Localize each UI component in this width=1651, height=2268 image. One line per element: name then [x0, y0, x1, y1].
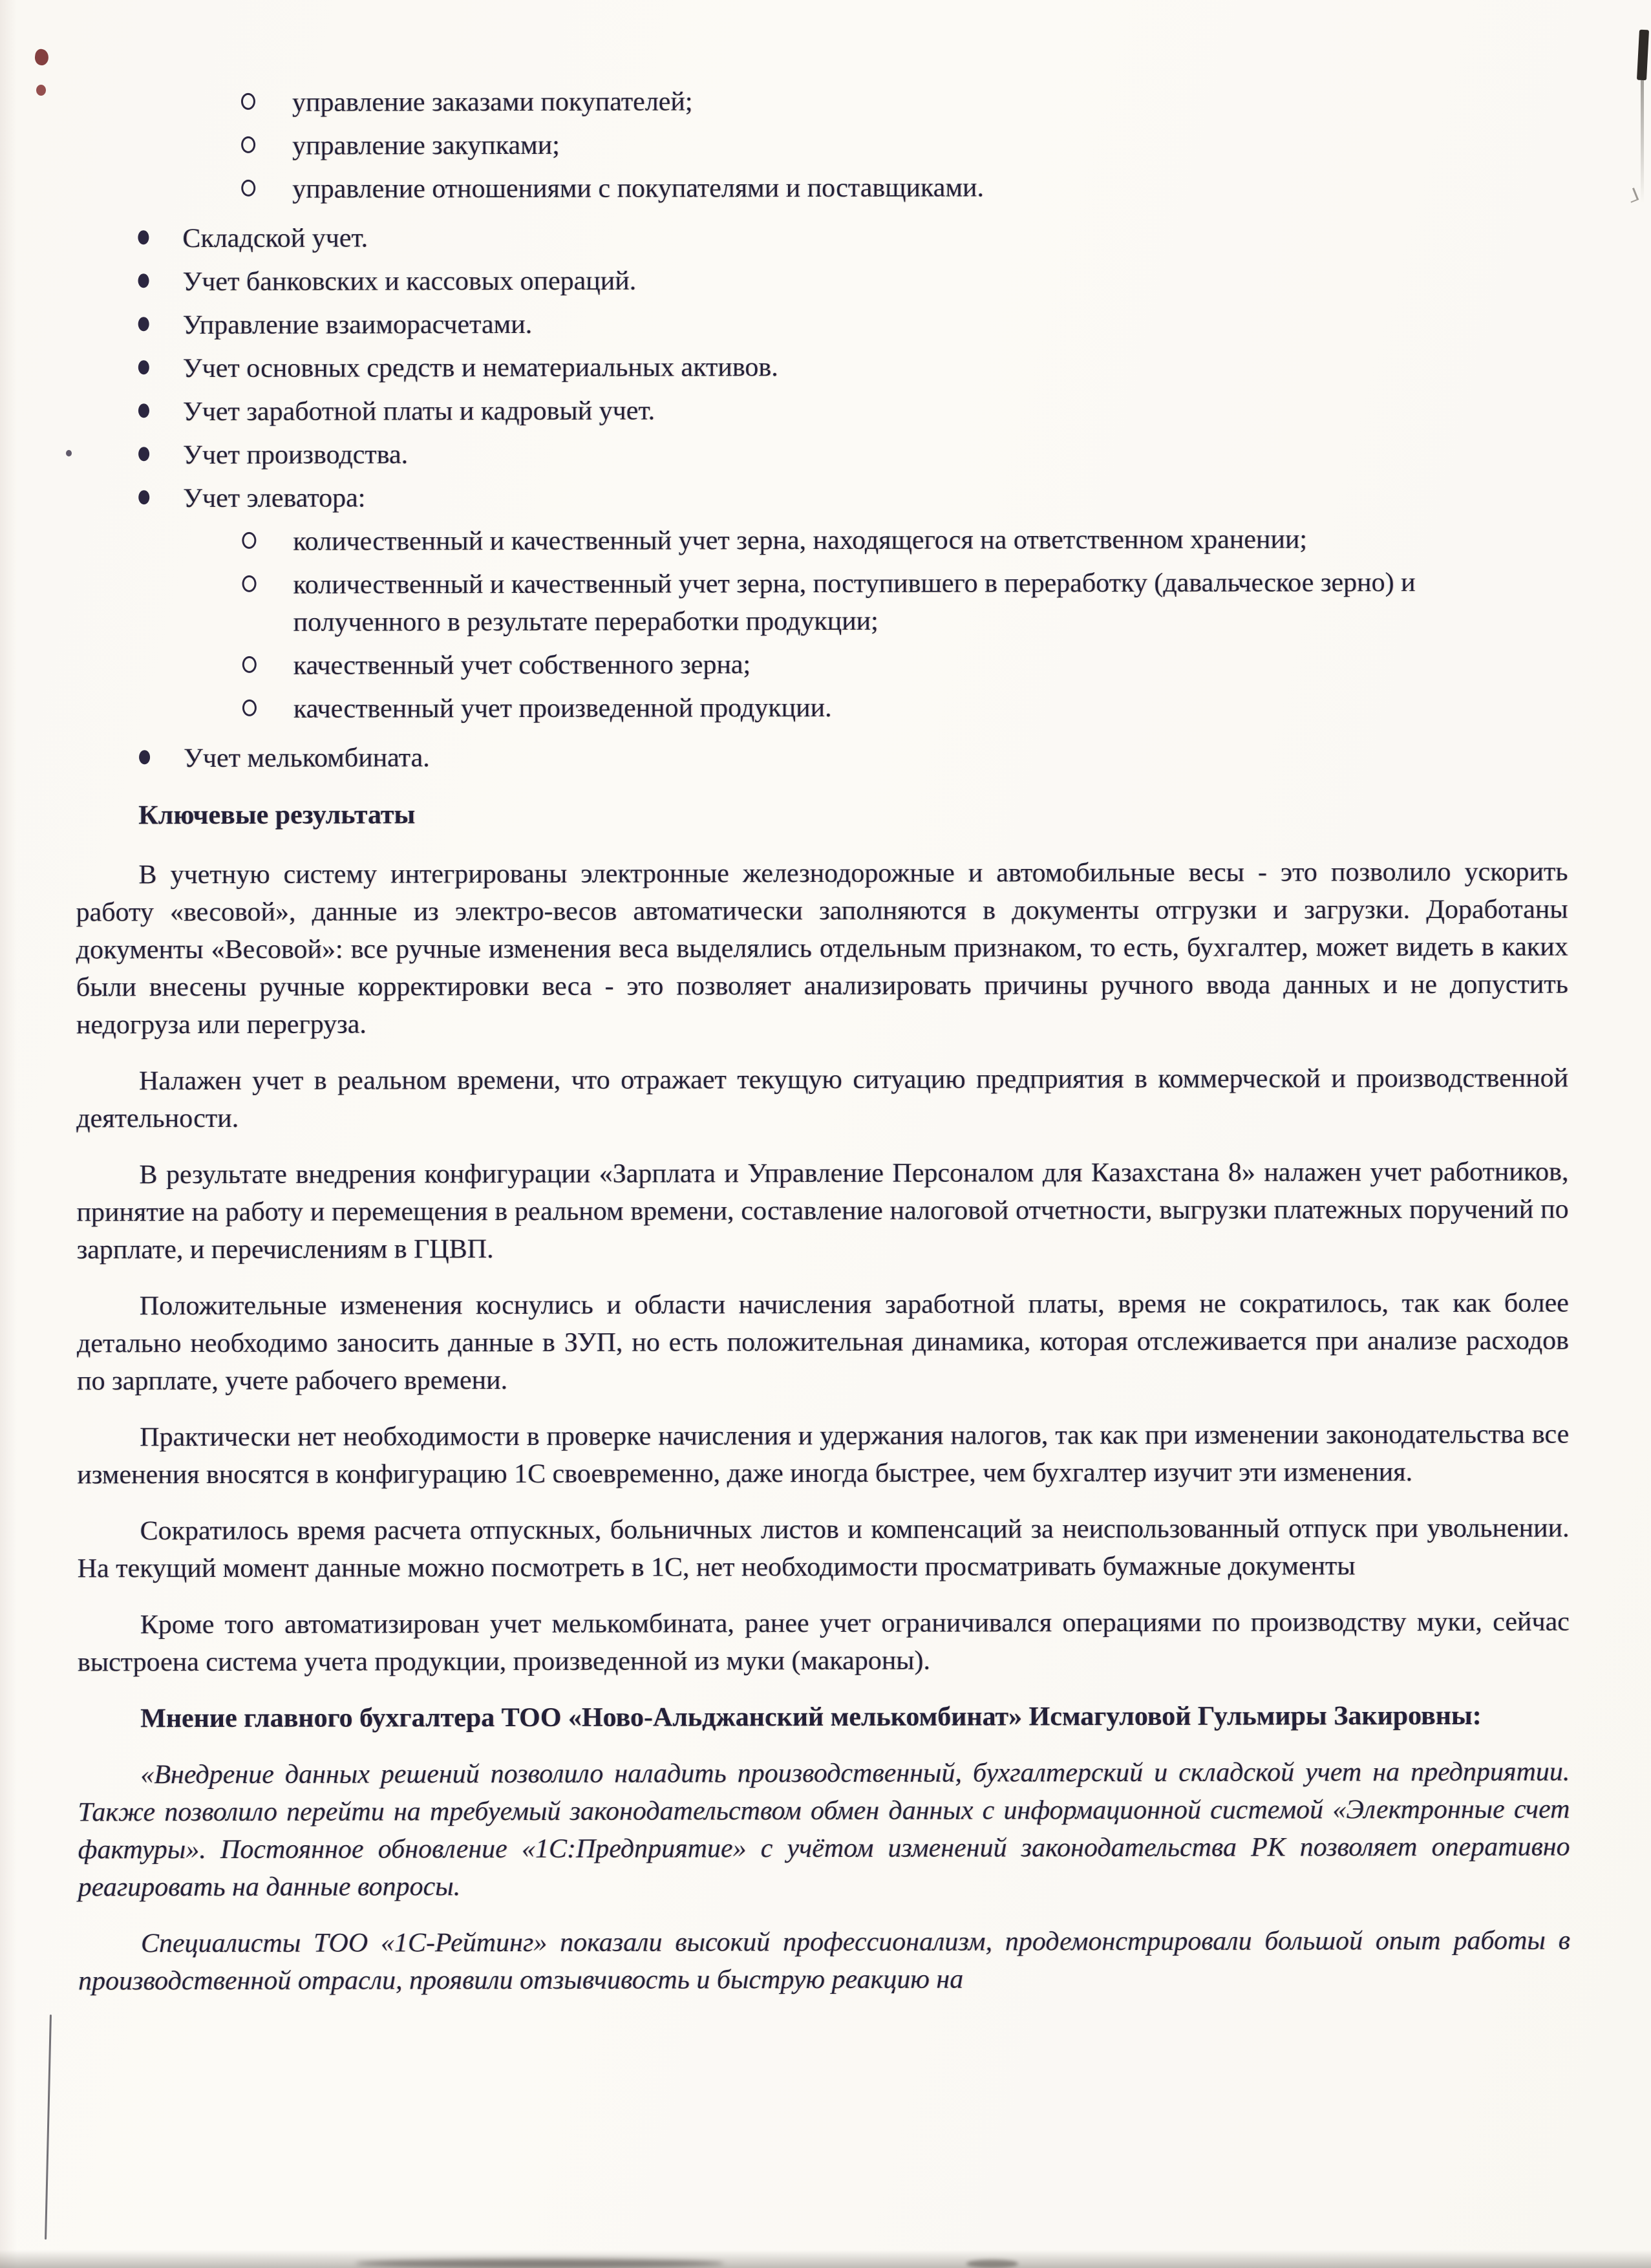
list-item-text: количественный и качественный учет зерна, находящегося на ответственном хранении;	[293, 524, 1308, 557]
list-item	[74, 168, 1566, 209]
opinion-heading: Мнение главного бухгалтера ТОО «Ново-Альджанский мелькомбинат» Исмагуловой Гульмиры Закировны:	[140, 1700, 1482, 1734]
list-item-text: Управление взаиморасчетами.	[182, 309, 533, 341]
list-item-text: Учет мелькомбината.	[184, 743, 430, 774]
list-item	[74, 125, 1566, 166]
list-item	[74, 261, 1566, 301]
scan-bottom-smudge	[356, 2259, 724, 2268]
paragraph-tax-check: Практически нет необходимости в проверке начисления и удержания налогов, так как при изменении законодательства все изменения вносятся в конфигурацию 1С своевременно, даже иногда быстрее, чем бухгалтер изучит эти изменения.	[77, 1419, 1570, 1490]
quote-paragraph-1: «Внедрение данных решений позволило наладить производственный, бухгалтерский и складской учет на предприятии. Также позволило перейти на требуемый законодательством обмен данных с информационной системой «Электронные счет фактуры». Постоянное обновление «1С:Предприятие» с учётом изменений законодательства РК позволяет оперативно реагировать на данные вопросы.	[78, 1757, 1570, 1903]
scan-edge-artifact	[1637, 30, 1649, 81]
elevator-sub-list	[75, 520, 1568, 729]
list-item-text: Учет производства.	[183, 440, 409, 471]
paragraph-vacation-calc: Сократилось время расчета отпускных, больничных листов и компенсаций за неиспользованный отпуск при увольнении. На текущий момент данные можно посмотреть в 1С, нет необходимости просматривать бумажные документы	[77, 1513, 1570, 1584]
list-item-text: управление отношениями с покупателями и поставщиками.	[292, 173, 985, 204]
section-heading: Ключевые результаты	[138, 800, 416, 831]
pen-line-artifact	[45, 2015, 52, 2240]
list-item-text: Учет заработной платы и кадровый учет.	[182, 396, 655, 427]
list-item-text: управление заказами покупателей;	[292, 87, 693, 118]
list-item	[75, 390, 1567, 431]
scan-bottom-shadow	[0, 2250, 1651, 2268]
list-item-text: Учет банковских и кассовых операций.	[182, 266, 637, 297]
list-item-text: Учет элеватора:	[183, 483, 366, 514]
list-item	[76, 645, 1568, 685]
list-item-text: качественный учет произведенной продукции.	[293, 692, 832, 724]
list-item-text: количественный и качественный учет зерна, поступившего в переработку (давальческое зерно) и полученного в результате переработки продукции;	[293, 568, 1416, 637]
paragraph-mill-automation: Кроме того автоматизирован учет мелькомбината, ранее учет ограничивался операциями по производству муки, сейчас выстроена система учета продукции, произведенной из муки (макароны).	[77, 1607, 1570, 1678]
page-content	[74, 81, 1570, 2000]
paragraph-realtime: Налажен учет в реальном времени, что отражает текущую ситуацию предприятия в коммерческой и производственной деятельности.	[76, 1063, 1569, 1134]
page-edge-shading	[0, 0, 17, 2268]
paragraph-payroll-changes: Положительные изменения коснулись и области начисления заработной платы, время не сократилось, так как более детально необходимо заносить данные в ЗУП, но есть положительная динамика, которая отслеживается при анализе расходов по зарплате, учете рабочего времени.	[76, 1288, 1570, 1396]
list-item	[76, 737, 1568, 778]
list-item-text: Складской учет.	[182, 223, 368, 254]
scan-edge-artifact	[1641, 80, 1644, 203]
list-item	[75, 347, 1567, 388]
paragraph-payroll-config: В результате внедрения конфигурации «Зарплата и Управление Персоналом для Казахстана 8» налажен учет работников, принятие на работу и перемещения в реальном времени, составление налоговой отчетности, выгрузки платежных поручений по зарплате, и перечислениям в ГЦВП.	[76, 1157, 1569, 1265]
list-item-text: качественный учет собственного зерна;	[293, 650, 751, 681]
paragraph-scales: В учетную систему интегрированы электронные железнодорожные и автомобильные весы - это позволило ускорить работу «весовой», данные из электро-весов автоматически заполняются в документы отгрузки и загрузки. Доработаны документы «Весовой»: все ручные изменения веса выделялись отдельным признаком, то есть, бухгалтер, может видеть в каких были внесены ручные корректировки веса - это позволяет анализировать причины ручного ввода данных и не допустить недогруза или перегруза.	[76, 857, 1568, 1040]
red-ink-mark	[34, 48, 49, 67]
list-item	[75, 520, 1567, 561]
list-item	[74, 217, 1566, 258]
stray-dot-artifact	[66, 450, 72, 456]
quote-paragraph-2: Специалисты ТОО «1С-Рейтинг» показали высокий профессионализм, продемонстрировали большой опыт работы в производственной отрасли, проявили отзывчивость и быструю реакцию на	[78, 1925, 1570, 1996]
accounting-bullet-list	[74, 217, 1567, 518]
list-item	[75, 477, 1567, 518]
list-item-text: Учет основных средств и нематериальных активов.	[182, 352, 778, 384]
mill-bullet-list	[76, 737, 1568, 778]
red-ink-mark	[36, 85, 46, 96]
list-item-text: управление закупками;	[292, 130, 560, 161]
management-sub-list	[74, 81, 1566, 209]
scan-bottom-smudge	[966, 2260, 1018, 2268]
list-item	[76, 688, 1568, 729]
scan-edge-artifact	[1626, 187, 1639, 202]
list-item	[75, 564, 1567, 642]
list-item	[74, 81, 1566, 122]
list-item	[75, 434, 1567, 475]
list-item	[75, 304, 1567, 345]
